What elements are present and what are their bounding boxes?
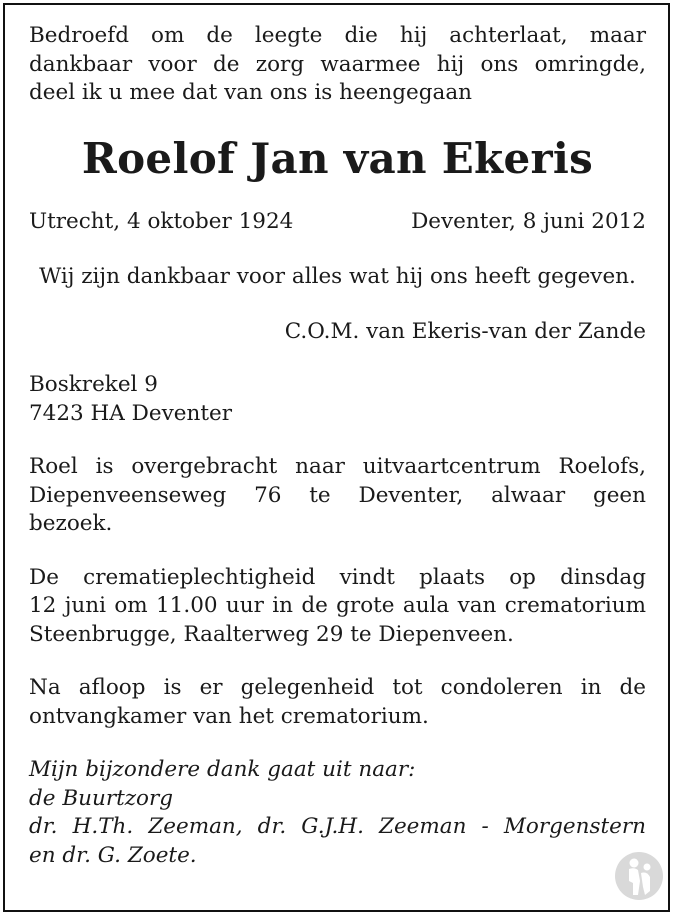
ceremony-line: 12 juni om 11.00 uur in de grote aula van crematorium — [29, 593, 646, 618]
thanks-line: en dr. G. Zoete. — [29, 842, 197, 868]
deceased-name: Roelof Jan van Ekeris — [81, 133, 594, 183]
intro-line: Bedroefd om de leegte die hij achterlaat, maar — [29, 23, 646, 48]
condolence-text — [29, 674, 646, 731]
address-city: 7423 HA Deventer — [29, 400, 232, 426]
transfer-line: Diepenveenseweg 76 te Deventer, alwaar geen — [29, 482, 646, 508]
address-street: Boskrekel 9 — [29, 372, 158, 397]
intro-line: deel ik u mee dat van ons is heengegaan — [29, 80, 472, 105]
transfer-line: bezoek. — [29, 511, 113, 536]
announcement-content — [29, 22, 646, 870]
memorial-figure-icon — [614, 851, 664, 901]
ceremony-text — [29, 564, 646, 650]
transfer-line: Roel is overgebracht naar uitvaartcentrum Roelofs, — [29, 454, 646, 479]
intro-text — [29, 22, 646, 108]
signer-name: C.O.M. van Ekeris-van der Zande — [284, 318, 646, 344]
dates-row — [29, 208, 646, 237]
thanks-text — [29, 756, 646, 870]
condolence-line: ontvangkamer van het crematorium. — [29, 703, 429, 729]
ceremony-line: Steenbrugge, Raalterweg 29 te Diepenveen. — [29, 621, 514, 647]
condolence-line: Na afloop is er gelegenheid tot condoleren in de — [29, 675, 646, 700]
intro-line: dankbaar voor de zorg waarmee hij ons omringde, — [29, 51, 646, 77]
transfer-text — [29, 453, 646, 539]
birth-info: Utrecht, 4 oktober 1924 — [29, 208, 294, 234]
thanks-line: de Buurtzorg — [29, 785, 174, 811]
ceremony-line: De crematieplechtigheid vindt plaats op dinsdag — [29, 564, 646, 590]
address-block — [29, 371, 646, 428]
thanks-line: dr. H.Th. Zeeman, dr. G.J.H. Zeeman - Morgenstern — [29, 814, 646, 839]
thanks-heading: Mijn bijzondere dank gaat uit naar: — [29, 757, 416, 782]
gratitude-text: Wij zijn dankbaar voor alles wat hij ons heeft gegeven. — [39, 264, 636, 289]
death-info: Deventer, 8 juni 2012 — [411, 208, 646, 234]
